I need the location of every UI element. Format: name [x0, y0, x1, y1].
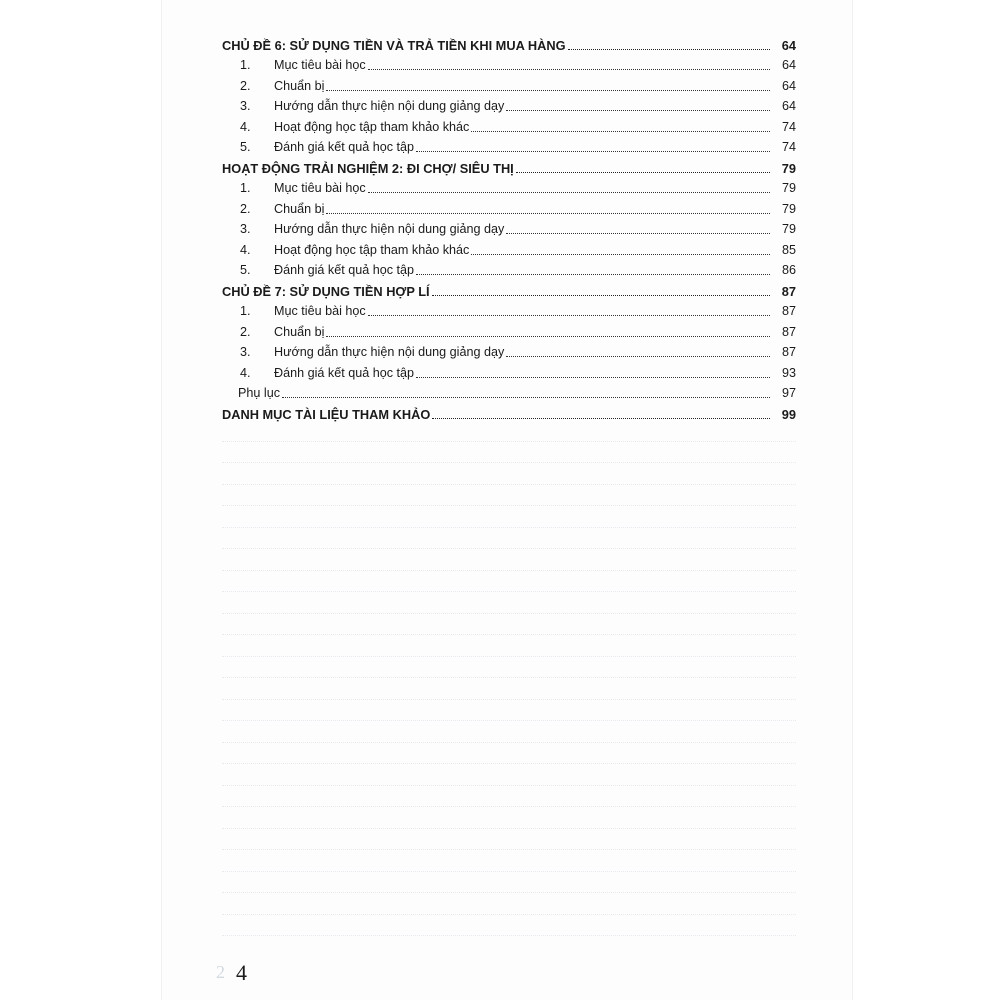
- toc-page-number: 87: [781, 324, 796, 339]
- toc-entry-title: DANH MỤC TÀI LIỆU THAM KHẢO: [222, 406, 431, 422]
- toc-page-number: 79: [781, 222, 796, 236]
- toc-heading: [222, 155, 796, 176]
- toc-item-number: 5.: [240, 263, 251, 277]
- dot-leader: [282, 397, 770, 398]
- toc-item-number: 2.: [240, 78, 251, 93]
- toc-heading: [222, 401, 796, 422]
- dot-leader: [506, 356, 770, 357]
- toc-page-number: 64: [781, 58, 796, 72]
- toc-entry-title: CHỦ ĐỀ 6: SỬ DỤNG TIỀN VÀ TRẢ TIỀN KHI MUA HÀNG: [222, 37, 566, 53]
- toc-item: [222, 94, 796, 115]
- toc-entry-title: Đánh giá kết quả học tập: [274, 140, 415, 154]
- dot-leader: [568, 49, 770, 50]
- toc-entry-title: Hoạt động học tập tham khảo khác: [274, 242, 470, 257]
- toc-item: [222, 176, 796, 197]
- dot-leader: [416, 274, 770, 275]
- dot-leader: [416, 151, 770, 152]
- toc-item: [222, 217, 796, 238]
- toc-page-number: 97: [781, 386, 796, 400]
- toc-entry-title: Đánh giá kết quả học tập: [274, 365, 415, 380]
- toc-page-number: 64: [781, 99, 796, 113]
- toc-item: [222, 135, 796, 156]
- dot-leader: [368, 192, 770, 193]
- toc-entry-title: CHỦ ĐỀ 7: SỬ DỤNG TIỀN HỢP LÍ: [222, 283, 430, 299]
- dot-leader: [506, 110, 770, 111]
- dot-leader: [416, 377, 770, 378]
- toc-item-number: 4.: [240, 119, 251, 134]
- page-number-ghost: 2: [216, 962, 225, 982]
- dot-leader: [471, 131, 770, 132]
- toc-item: [222, 237, 796, 258]
- toc-entry-title: Đánh giá kết quả học tập: [274, 263, 415, 277]
- dot-leader: [368, 315, 770, 316]
- toc-item: [222, 114, 796, 135]
- toc-page-number: 74: [781, 140, 796, 154]
- toc-item: [222, 73, 796, 94]
- dot-leader: [326, 90, 770, 91]
- toc-item: [222, 360, 796, 381]
- toc-page-number: 86: [781, 263, 796, 277]
- toc-entry-title: Hướng dẫn thực hiện nội dung giảng dạy: [274, 99, 505, 113]
- toc-item-number: 1.: [240, 58, 251, 72]
- toc-page-number: 79: [781, 181, 796, 195]
- toc-item-number: 1.: [240, 181, 251, 195]
- dot-leader: [326, 336, 770, 337]
- toc-item: [222, 258, 796, 279]
- toc-entry-title: HOẠT ĐỘNG TRẢI NGHIỆM 2: ĐI CHỢ/ SIÊU THỊ: [222, 160, 514, 176]
- toc-item-number: 3.: [240, 99, 251, 113]
- toc-item-number: 5.: [240, 140, 251, 154]
- dot-leader: [471, 254, 770, 255]
- toc-page-number: 79: [781, 201, 796, 216]
- toc-page-number: 64: [781, 37, 796, 53]
- dot-leader: [368, 69, 770, 70]
- toc-entry-title: Mục tiêu bài học: [274, 58, 366, 72]
- toc-entry-title: Phụ lục: [238, 386, 281, 400]
- toc-page-number: 93: [781, 365, 796, 380]
- toc-item: [222, 340, 796, 361]
- toc-entry-title: Chuẩn bị: [274, 201, 325, 216]
- toc-item: [222, 299, 796, 320]
- toc-page-number: 79: [781, 160, 796, 176]
- toc-entry-title: Mục tiêu bài học: [274, 181, 366, 195]
- toc-entry-title: Chuẩn bị: [274, 78, 325, 93]
- toc-item-number: 4.: [240, 365, 251, 380]
- toc-item-number: 3.: [240, 222, 251, 236]
- toc-page-number: 87: [781, 345, 796, 359]
- toc-item-number: 3.: [240, 345, 251, 359]
- toc-item: [222, 53, 796, 74]
- toc-entry-title: Chuẩn bị: [274, 324, 325, 339]
- toc-page-number: 87: [781, 283, 796, 299]
- dot-leader: [432, 418, 770, 419]
- dot-leader: [326, 213, 770, 214]
- toc-item: [222, 196, 796, 217]
- toc-page-number: 87: [781, 304, 796, 318]
- page-number: 4: [236, 960, 247, 985]
- toc-page-number: 99: [781, 406, 796, 422]
- toc-heading: [222, 278, 796, 299]
- toc-entry-title: Hướng dẫn thực hiện nội dung giảng dạy: [274, 222, 505, 236]
- toc-item-number: 2.: [240, 201, 251, 216]
- toc-page-number: 85: [781, 242, 796, 257]
- dot-leader: [432, 295, 770, 296]
- table-of-contents: [222, 32, 796, 422]
- toc-entry-title: Hướng dẫn thực hiện nội dung giảng dạy: [274, 345, 505, 359]
- toc-item-number: 1.: [240, 304, 251, 318]
- toc-heading: [222, 32, 796, 53]
- toc-appendix: [222, 381, 796, 402]
- toc-entry-title: Hoạt động học tập tham khảo khác: [274, 119, 470, 134]
- toc-entry-title: Mục tiêu bài học: [274, 304, 366, 318]
- toc-item-number: 2.: [240, 324, 251, 339]
- toc-item-number: 4.: [240, 242, 251, 257]
- dot-leader: [506, 233, 770, 234]
- toc-page-number: 64: [781, 78, 796, 93]
- toc-page-number: 74: [781, 119, 796, 134]
- toc-item: [222, 319, 796, 340]
- dot-leader: [516, 172, 770, 173]
